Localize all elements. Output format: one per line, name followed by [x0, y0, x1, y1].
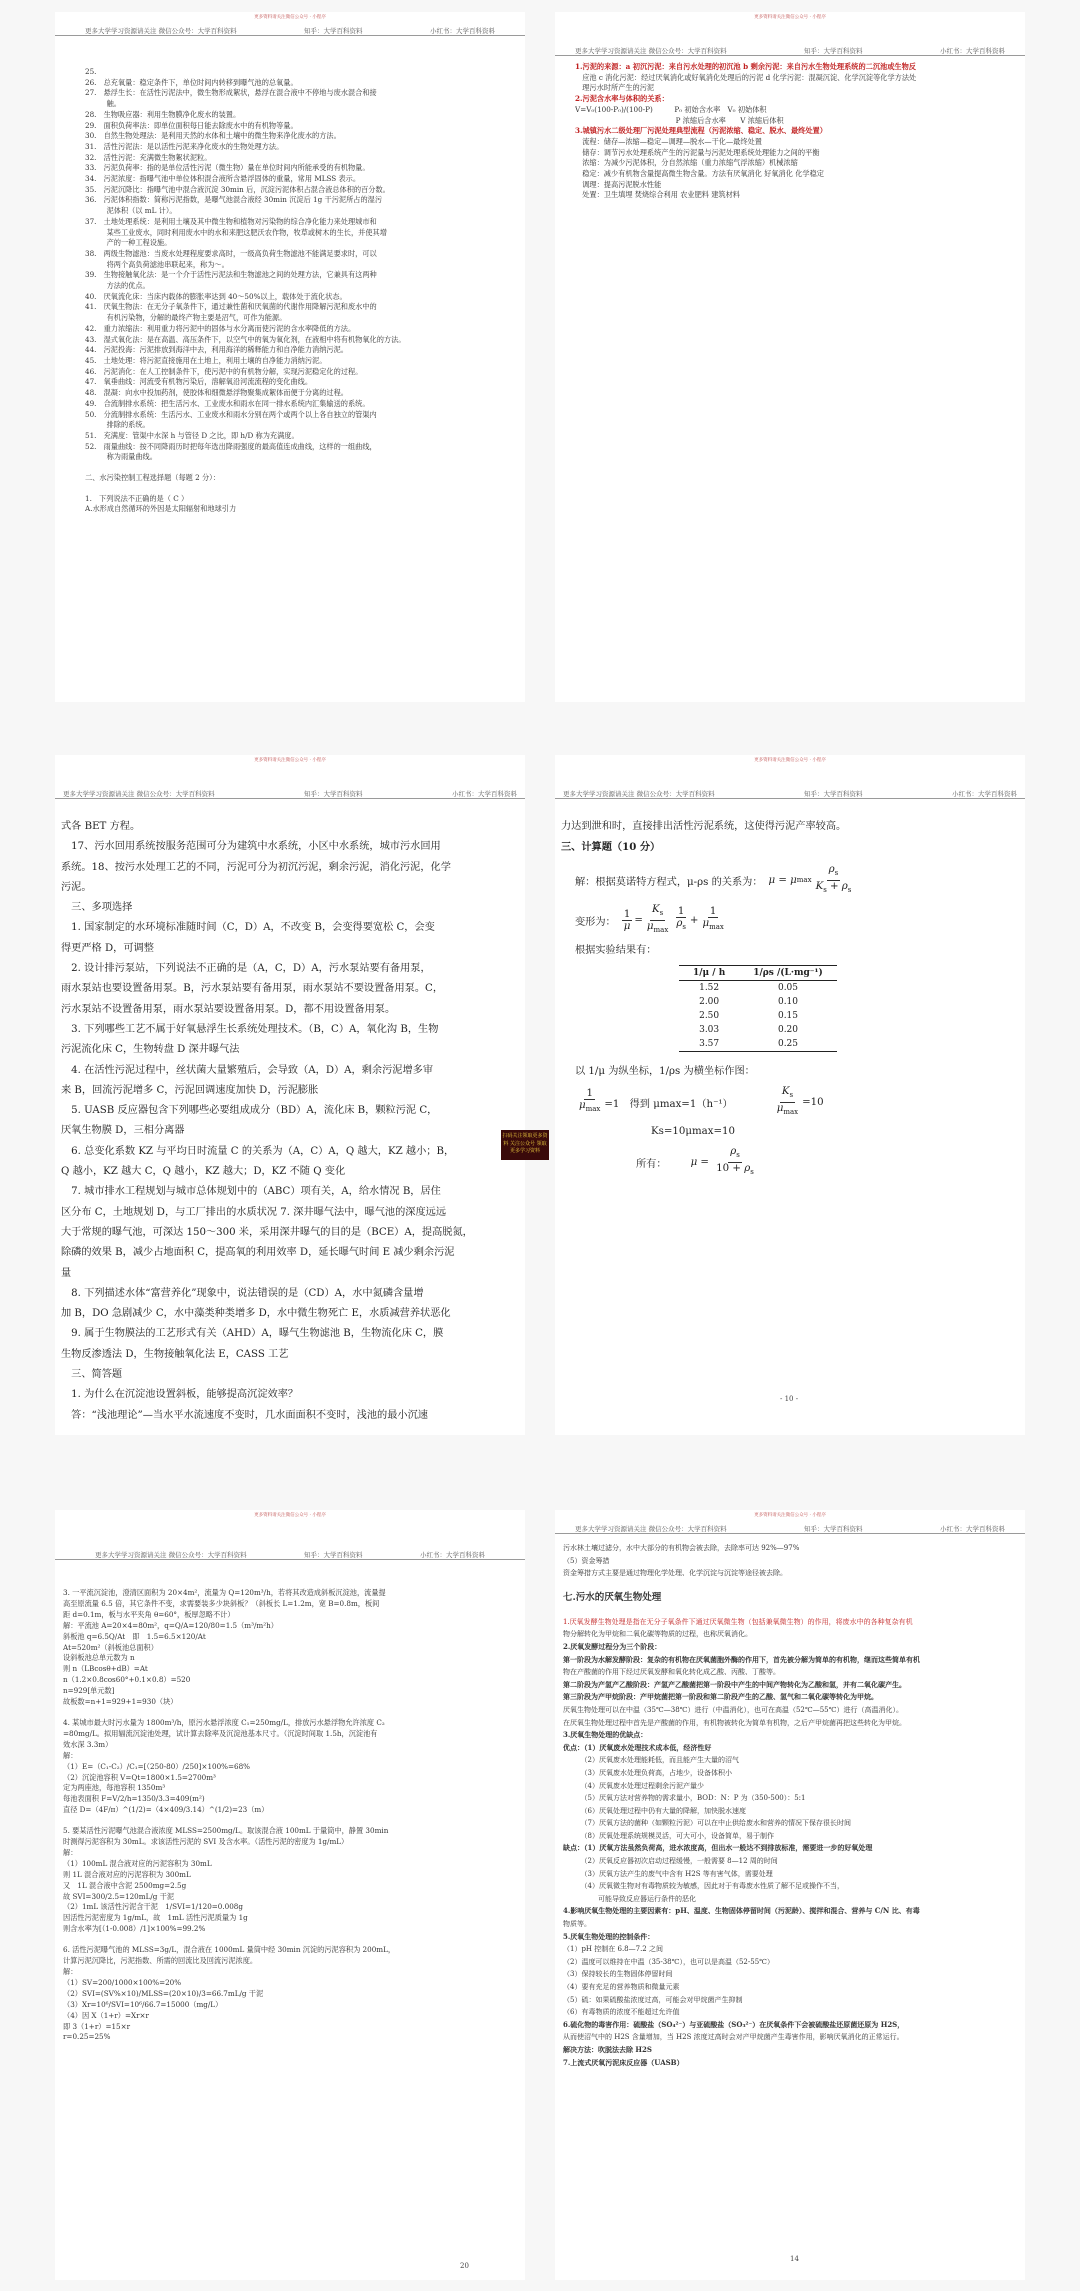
text-line: （5）厌氧方法对营养物的需求量小，BOD：N：P 为（350-500）：5:1: [563, 1794, 806, 1803]
page-calc-problems: [55, 1510, 525, 2280]
page-watermark: 更多资料请关注微信公众号 · 小程序: [254, 1513, 326, 1518]
header-right: 小红书：大学百科资料: [939, 47, 1005, 55]
text-line: 距 d=0.1m，板与水平夹角 θ=60°，板厚忽略不计）: [63, 1609, 235, 1619]
text-line: 泥体积（以 mL 计）。: [85, 206, 177, 216]
text-line: 时测得污泥容积为 30mL。求该活性污泥的 SVI 及含水率。（活性污泥的密度为 1g/mL）: [63, 1837, 349, 1847]
text-line: 26. 总充氧量：稳定条件下，单位时间内转移到曝气池的总氧量。: [85, 77, 298, 87]
text-line: 33. 污泥负荷率：指的是单位活性污泥（微生物）量在单位时间内所能承受的有机物量。: [85, 163, 370, 173]
page-header: [55, 789, 525, 799]
text-line: 42. 重力浓缩法：利用重力将污泥中的固体与水分离而使污泥的含水率降低的方法。: [85, 323, 356, 333]
text-line: n=929[单元数]: [63, 1686, 115, 1696]
header-mid: 知乎：大学百科资料: [304, 1551, 363, 1559]
table-row: [679, 1023, 837, 1037]
text-line: 厌氧生物膜 D，三相分离器: [61, 1125, 185, 1137]
text-line: 46. 污泥消化：在人工控制条件下，使污泥中的有机物分解，实现污泥稳定化的过程。: [85, 366, 363, 376]
header-right: 小红书：大学百科资料: [451, 790, 517, 798]
text-line: 调理：提高污泥脱水性能: [575, 179, 662, 189]
text-line: 高至原流量 6.5 倍，其它条件不变，求需要装多少块斜板？（斜板长 L=1.2m，宽 B=0.8m，板间: [63, 1598, 380, 1608]
text-line: 8. 下列描述水体“富营养化”现象中，说法错误的是（CD）A，水中氮磷含量增: [61, 1287, 424, 1299]
text-line: A.水形成自然循环的外因是太阳辐射和地球引力: [85, 504, 237, 514]
text-line: 3. 下列哪些工艺不属于好氧悬浮生长系统处理技术。（B，C）A，氧化沟 B，生物: [61, 1023, 439, 1035]
text-line: 解：: [63, 1847, 78, 1857]
text-line: 1. 国家制定的水环境标准随时间（C，D）A，不改变 B，会变得要宽松 C，会变: [61, 922, 435, 934]
text-line: P 浓缩后含水率 V 浓缩后体积: [575, 115, 784, 125]
table-row: [679, 995, 837, 1009]
text-line: （3）保持较长的生物固体停留时间: [563, 1970, 673, 1979]
header-right: 小红书：大学百科资料: [951, 790, 1017, 798]
text-line: 产的一种工程设施。: [85, 238, 172, 248]
header-mid: 知乎：大学百科资料: [804, 1525, 863, 1533]
text-line: 5.厌氧生物处理的控制条件：: [563, 1931, 655, 1941]
text-line: （1）SV=200/1000×100%=20%: [63, 1977, 182, 1987]
text-line: 直径 D=（4F/π）^(1/2)=（4×409/3.14）^(1/2)=23（m）: [63, 1805, 269, 1815]
text-line: 答：“浅池理论”—当水平水流速度不变时，几水面面积不变时，浅池的最小沉速: [61, 1409, 428, 1421]
text-line: 有机污染物，分解的最终产物主要是沼气，可作为能源。: [85, 313, 287, 323]
text-line: [63, 1708, 518, 1718]
text-line: （4）因 X（1+r）=Xr×r: [63, 2010, 149, 2020]
text-line: 1. 为什么在沉淀池设置斜板，能够提高沉淀效率？: [61, 1389, 299, 1401]
text-line: 32. 活性污泥：充满微生物絮状泥粒。: [85, 152, 212, 162]
text-line: 45. 土地处理：将污泥直接施用在土地上，利用土壤的自净能力消纳污泥。: [85, 355, 327, 365]
page-calculation: [555, 755, 1025, 1435]
table-cell: 3.03: [699, 1025, 720, 1035]
text-line: 雨水泵站也要设置备用泵。B，污水泵站要有备用泵，雨水泵站不要设置备用泵。C，: [61, 983, 444, 995]
text-line: 25.: [85, 67, 97, 76]
text-line: 量: [61, 1267, 72, 1279]
table-cell: 0.10: [777, 997, 799, 1007]
text-line: （5）硫：如果硫酸盐浓度过高，可能会对甲烷菌产生抑制: [563, 1995, 743, 2004]
text-line: [85, 484, 505, 494]
page-header: [555, 1524, 1025, 1534]
page-header: [55, 1550, 525, 1560]
text-line: （6）厌氧处理过程中仍有大量的降解，加快脱水速度: [563, 1806, 746, 1815]
text-line: [85, 463, 505, 473]
text-line: 17、污水回用系统按服务范围可分为建筑中水系统，小区中水系统，城市污水回用: [61, 841, 441, 853]
text-line: 可能导致反应器运行条件的恶化: [563, 1894, 696, 1903]
text-line: 34. 污泥浓度：指曝气池中单位体积混合液所含悬浮固体的重量，常用 MLSS 表示。: [85, 174, 361, 184]
text-line: 来 B，回流污泥增多 C，污泥回调速度加快 D，污泥膨胀: [61, 1084, 319, 1096]
table-cell: 0.15: [777, 1011, 799, 1021]
text-line: 第二阶段为产氢产乙酸阶段：产氢产乙酸菌把第一阶段中产生的中间产物转化为乙酸和氢，并有二氧化碳产生。: [563, 1679, 906, 1689]
text-line: 物在产酸菌的作用下经过厌氧发酵和氧化转化成乙酸、丙酸、丁酸等。: [563, 1668, 780, 1677]
text-line: （4）要有充足的营养物质和微量元素: [563, 1983, 680, 1991]
text-line: 污水林土壤过滤分，水中大部分的有机物会被去除，去除率可达 92%—97%: [563, 1544, 800, 1552]
text-line: 应池 c 消化污泥：经过厌氧消化或好氧消化处理后的污泥 d 化学污泥：混凝沉淀、化学沉淀等化学方法处: [575, 72, 917, 82]
text-line: 解决方法：吹脱法去除 H2S: [563, 2044, 652, 2054]
header-mid: 知乎：大学百科资料: [804, 47, 863, 55]
text-line: 52. 雨量曲线：按不同降雨历时把每年选出降雨强度的最高值连成曲线，这样的一组曲线，: [85, 441, 377, 451]
text-line: 排除的系统。: [85, 420, 150, 430]
text-line: 7. 城市排水工程规划与城市总体规划中的（ABC）项有关，A，给水情况 B，居住: [61, 1186, 441, 1198]
header-mid: 知乎：大学百科资料: [804, 790, 863, 798]
text-line: 则 1L 混合液对应的污泥容积为 300mL: [63, 1869, 191, 1879]
header-right: 小红书：大学百科资料: [429, 27, 495, 35]
page-header: [55, 26, 525, 36]
header-right: 小红书：大学百科资料: [419, 1551, 485, 1559]
text-line: 4.影响厌氧生物处理的主要因素有：pH、温度、生物固体停留时间（污泥龄）、搅拌和混合、营养与 C/N 比、有毒: [563, 1906, 920, 1916]
text-line: 生物反渗透法 D，生物接触氧化法 E，CASS 工艺: [61, 1348, 289, 1360]
text-line: 31. 活性污泥法：是以活性污泥来净化废水的生物处理方法。: [85, 141, 284, 151]
text-line: 将两个高负荷滤池串联起来，称为～。: [85, 259, 229, 269]
text-line: （2）厌氧废水处理能耗低，而且能产生大量的沼气: [563, 1756, 739, 1765]
text-line: （1）E=（C₁-C₂）/C₁=[（250-80）/250]×100%=68%: [63, 1761, 250, 1771]
text-line: =80mg/L。拟用辐流沉淀池处理，试计算去除率及沉淀池基本尺寸。（沉淀时间取 1.5h，沉淀池有: [63, 1728, 378, 1738]
text-line: 6.硫化物的毒害作用：硫酸盐（SO₄²⁻）与亚硫酸盐（SO₃²⁻）在厌氧条件下会被硫酸盐还原菌还原为 H2S，: [563, 2019, 905, 2029]
text-line: （6）有毒物质的浓度不能超过允许值: [563, 2008, 680, 2017]
text-line: 得更严格 D，可调整: [61, 942, 154, 954]
table-header: 1/ρs /(L·mg⁻¹): [753, 968, 823, 978]
text-line: 污泥。: [61, 881, 92, 893]
monod-equation: μ = μ max $\frac{\rho_s}{K_s + \rho_s}$: [768, 864, 852, 894]
table-cell: 2.00: [699, 997, 720, 1007]
table-row: [679, 1009, 837, 1023]
text-line: 污泥流化床 C，生物转盘 D 深井曝气法: [61, 1044, 240, 1056]
text-line: 处置：卫生填埋 焚烧综合利用 农业肥料 建筑材料: [575, 190, 740, 200]
text-line: 厌氧生物处理可以在中温（35℃—38℃）进行（中温消化），也可在高温（52℃—55℃）进行（高温消化）。: [563, 1705, 903, 1714]
table-cell: 3.57: [699, 1039, 720, 1049]
table-row: [679, 981, 837, 996]
page-sludge: [555, 12, 1025, 702]
text-line: 故 SVI=300/2.5=120mL/g 干泥: [63, 1891, 175, 1901]
text-line: 故板数=n+1=929+1=930（块）: [63, 1697, 178, 1707]
text-line: 七.污水的厌氧生物处理: [563, 1591, 662, 1603]
text-line: （2）1mL 该活性污泥含干泥 1/SVI=1/120=0.008g: [63, 1902, 243, 1912]
text-line: （4）厌氧微生物对有毒物质较为敏感，因此对于有毒废水性质了解不足或操作不当，: [563, 1882, 844, 1891]
page-watermark: 更多资料请关注微信公众号 · 小程序: [754, 15, 826, 20]
page-anaerobic: [555, 1510, 1025, 2280]
table-header: 1/μ / h: [693, 968, 726, 978]
text-line: （3）Xr=10⁶/SVI=10⁶/66.7=15000（mg/L）: [63, 1999, 223, 2009]
text-line: 6. 总变化系数 KZ 与平均日时流量 C 的关系为（A，C）A，Q 越大，KZ 越小；B，: [61, 1145, 455, 1157]
header-left: 更多大学学习资源请关注 微信公众号：大学百科资料: [575, 1525, 727, 1533]
text-line: （2）SVI=(SV%×10)/MLSS=(20×10)/3=66.7mL/g 干泥: [63, 1988, 264, 1998]
ks-value: Ks=10μmax=10: [651, 1126, 735, 1137]
text-line: Q 越小，KZ 越大 C，Q 越小，KZ 越大；D，KZ 不随 Q 变化: [61, 1166, 346, 1178]
page-watermark: 更多资料请关注微信公众号 · 小程序: [754, 758, 826, 763]
text-line: 物质等。: [563, 1920, 591, 1929]
text-line: 计算污泥沉降比，污泥指数、所需的回流比及回流污泥浓度。: [63, 1956, 258, 1966]
text-line: 因活性污泥密度为 1g/mL，故 1mL 活性污泥质量为 1g: [63, 1913, 248, 1923]
page-body: [85, 67, 505, 515]
text-line: r=0.25=25%: [63, 2032, 111, 2042]
text-line: 37. 土地处理系统：是利用土壤及其中微生物和植物对污染物的综合净化能力来处理城市和: [85, 216, 377, 226]
text-line: 某些工业废水，同时利用废水中的水和来肥这肥沃农作物，牧草或树木的生长，并使其增: [85, 227, 387, 237]
text-line: 资金筹措方式主要是通过物理化学处理、化学沉淀与沉淀等途径被去除。: [563, 1569, 787, 1578]
text-line: 35. 污泥沉降比：指曝气池中混合液沉淀 30min 后，沉淀污泥体积占混合液总体积的百分数。: [85, 184, 390, 194]
text-line: 48. 混凝：向水中投加药剂，使胶体和细微悬浮物聚集成絮体而便于分离的过程。: [85, 388, 348, 398]
text-line: 称为雨量曲线。: [85, 452, 157, 462]
header-left: 更多大学学习资源请关注 微信公众号：大学百科资料: [575, 47, 727, 55]
text-line: [563, 1606, 1018, 1616]
page-number: 14: [790, 2255, 799, 2263]
text-line: 2.厌氧发酵过程分为三个阶段：: [563, 1641, 662, 1651]
text-line: 47. 氧垂曲线：河流受有机物污染后，溶解氧沿河流流程的变化曲线。: [85, 377, 313, 387]
text-line: 在厌氧生物处理过程中首先是产酸菌的作用，有机物被转化为简单有机物，之后产甲烷菌再把这些转化为甲烷。: [563, 1718, 906, 1727]
text-line: 2. 设计排污泵站，下列说法不正确的是（A，C，D）A，污水泵站要有备用泵，: [61, 963, 431, 975]
page-body: [63, 1588, 518, 2043]
text-line: 49. 合流制排水系统：把生活污水、工业废水和雨水在同一排水系统内汇集输送的系统。: [85, 398, 370, 408]
text-line: [563, 1580, 1018, 1590]
text-line: （2）沉淀池容积 V=Qt=1800×1.5=2700m³: [63, 1772, 216, 1782]
page-watermark: 更多资料请关注微信公众号 · 小程序: [254, 15, 326, 20]
text-line: 6. 活性污泥曝气池的 MLSS=3g/L，混合液在 1000mL 量筒中经 30min 沉淀的污泥容积为 200mL，: [63, 1945, 396, 1955]
text-line: 从而使沼气中的 H2S 含量增加，当 H2S 浓度过高时会对产甲烷菌产生毒害作用，影响厌氧消化的正常运行。: [563, 2033, 904, 2042]
text-line: 则含水率为[（1-0.008）/1]×100%=99.2%: [63, 1924, 206, 1934]
text-line: 44. 污泥投海：污泥排放到海洋中去，利用海洋的稀释能力和自净能力消纳污泥。: [85, 345, 348, 355]
text-line: （1）100mL 混合液对应的污泥容积为 30mL: [63, 1858, 212, 1868]
text-line: （7）厌氧方法的菌种（如颗粒污泥）可以在中止供给废水和营养的情况下保存很长时间: [563, 1819, 851, 1828]
page-watermark: 更多资料请关注微信公众号 · 小程序: [754, 1513, 826, 1518]
lineweaver-equation: $\frac{1}{\mu}$ = $\frac{K_s}{\mu_{max}}$ $\frac{1}{\rho_s}$ + $\frac{1}{\mu_{max}}$: [623, 904, 724, 934]
text-line: 4. 在活性污泥过程中，丝状菌大量繁殖后，会导致（A，D）A，剩余污泥增多审: [61, 1064, 434, 1076]
text-line: 三、多项选择: [61, 902, 133, 914]
text-line: 方法的优点。: [85, 281, 150, 291]
transform-text: 变形为：: [575, 916, 616, 928]
page-glossary: [55, 12, 525, 702]
text-line: 浓缩：为减少污泥体积，分自然浓缩（重力浓缩气浮浓缩）机械浓缩: [575, 158, 798, 168]
text-line: 二、水污染控制工程选择题（每题 2 分）：: [85, 473, 220, 483]
text-line: [63, 1816, 518, 1826]
header-mid: 知乎：大学百科资料: [304, 27, 363, 35]
table-cell: 0.05: [777, 983, 799, 993]
text-line: 9. 属于生物膜法的工艺形式有关（AHD）A，曝气生物滤池 B，生物流化床 C，膜: [61, 1328, 444, 1340]
text-line: （2）厌氧反应器初次启动过程缓慢，一般需要 8—12 周的时间: [563, 1857, 778, 1866]
section-title: 三、计算题（10 分）: [561, 841, 661, 853]
text-line: （3）厌氧废水处理负荷高，占地少，设备体积小: [563, 1768, 732, 1777]
text-line: 28. 生物吸应器：利用生物膜净化废水的装置。: [85, 109, 241, 119]
page-number: 20: [460, 2262, 469, 2270]
text-line: 2.污泥含水率与体积的关系：: [575, 94, 669, 104]
text-line: 解：平流池 A=20×4=80m²，q=Q/A=120/80=1.5（m³/m²h）: [63, 1620, 278, 1630]
text-line: 储存：调节污水处理系统产生的污泥量与污泥处理系统处理能力之间的平衡: [575, 147, 820, 157]
text-line: 29. 面积负荷率法：即单位面积每日能去除废水中的有机物等量。: [85, 120, 298, 130]
text-line: 解：: [63, 1750, 78, 1760]
text-line: 43. 湿式氧化法：是在高温、高压条件下，以空气中的氧为氧化剂，在液相中将有机物氧化的方法。: [85, 334, 406, 344]
text-line: 36. 污泥体积指数：简称污泥指数，是曝气池混合液经 30min 沉淀后 1g 干污泥所占的湿污: [85, 195, 383, 205]
text-line: [63, 1935, 518, 1945]
text-line: 理污水时所产生的污泥: [575, 83, 655, 93]
result-ks-ratio: =10: [802, 1096, 824, 1108]
text-line: V=V₀(100-P₀)/(100-P) P₀ 初始含水率 V₀ 初始体积: [575, 104, 767, 114]
text-line: 区分布 C，土地规划 D，与工厂排出的水质状况 7. 深井曝气法中，曝气池的深度远远: [61, 1206, 447, 1218]
table-cell: 0.25: [777, 1039, 799, 1049]
header-left: 更多大学学习资源请关注 微信公众号：大学百科资料: [63, 790, 215, 798]
text-line: 则 n（LBcosθ+dB）=At: [63, 1664, 148, 1674]
text-line: 稳定：减少有机物含量提高微生物含量。方法有厌氧消化 好氧消化 化学稳定: [575, 169, 824, 179]
header-left: 更多大学学习资源请关注 微信公众号：大学百科资料: [563, 790, 715, 798]
text-line: 3.厌氧生物处理的优缺点：: [563, 1730, 648, 1740]
text-line: 缺点：（1）厌氧方法虽然负荷高，进水浓度高，但出水一般达不到排放标准，需要进一步的好氧处理: [563, 1843, 873, 1853]
header-mid: 知乎：大学百科资料: [304, 790, 363, 798]
text-line: 斜板池 q=6.5Q/At 即 1.5=6.5×120/At: [63, 1631, 206, 1641]
text-line: 三、简答题: [61, 1369, 123, 1381]
text-line: 4. 某城市最大时污水量为 1800m³/h，原污水悬浮浓度 C₁=250mg/L，排放污水悬浮物允许浓度 C₂: [63, 1717, 385, 1727]
text-line: 5. UASB 反应器包含下列哪些必要组成成分（BD）A，流化床 B，颗粒污泥 C，: [61, 1105, 438, 1117]
therefore-text: 所有：: [636, 1158, 667, 1170]
text-line: （1）pH 控制在 6.8—7.2 之间: [563, 1945, 663, 1954]
solve-text: 解：根据莫诺特方程式，μ-ρs 的关系为：: [575, 876, 763, 888]
text-line: 39. 生物接触氧化法：是一个介于活性污泥法和生物滤池之间的处理方法，它兼具有这两种: [85, 270, 377, 280]
text-line: 第一阶段为水解发酵阶段：复杂的有机物在厌氧菌胞外酶的作用下，首先被分解为简单的有机物，继而这些简单有机: [563, 1654, 920, 1664]
text-line: 优点：（1）厌氧废水处理技术成本低，经济性好: [563, 1742, 712, 1752]
text-line: 每池表面积 F=V/2/h=1350/3.3=409(m²): [63, 1794, 205, 1804]
text-line: 加 B，DO 急剧减少 C，水中藻类种类增多 D，水中微生物死亡 E，水质减营养状恶化: [61, 1308, 451, 1320]
text-line: （5）资金筹措: [563, 1556, 610, 1565]
ks-over-mumax: $\frac{K_s}{\mu_{max}}$: [776, 1086, 799, 1116]
header-left: 更多大学学习资源请关注 微信公众号：大学百科资料: [95, 1551, 247, 1559]
result-mumax: =1 得到 μmax=1（h⁻¹）: [604, 1098, 733, 1110]
text-line: 3.城镇污水二级处理厂污泥处理典型流程（污泥浓缩、稳定、脱水、最终处置）: [575, 126, 827, 136]
page-body: [563, 1542, 1018, 2069]
text-line: 第三阶段为产甲烷阶段：产甲烷菌把第一阶段和第二阶段产生的乙酸、氢气和二氧化碳等转化为甲烷。: [563, 1692, 878, 1702]
text-line: （8）厌氧处理系统规模灵活，可大可小，设备简单，易于制作: [563, 1831, 774, 1840]
plot-text: 以 1/μ 为纵坐标，1/ρs 为横坐标作图：: [575, 1066, 755, 1077]
page-header: [555, 789, 1025, 799]
text-line: 3. 一平流沉淀池，澄清区面积为 20×4m²，流量为 Q=120m³/h，若将其改造成斜板沉淀池，流量提: [63, 1588, 386, 1597]
text-line: 5. 要某活性污泥曝气池混合液浓度 MLSS=2500mg/L。取该混合液 100mL 于量筒中，静置 30min: [63, 1826, 389, 1836]
text-line: 即 3（1+r）=15×r: [63, 2021, 131, 2031]
table-cell: 2.50: [699, 1011, 720, 1021]
text-line: 又 1L 混合液中含泥 2500mg=2.5g: [63, 1880, 187, 1890]
table-row: [679, 1037, 837, 1052]
table-cell: 1.52: [699, 983, 720, 993]
page-number: - 10 -: [780, 1395, 799, 1403]
text-line: 式各 BET 方程。: [61, 821, 141, 832]
text-line: 1. 下列说法不正确的是（ C ）: [85, 493, 189, 503]
intro-line: 力达到泄和时，直接排出活性污泥系统，这使得污泥产率较高。: [561, 821, 847, 832]
text-line: At=520m²（斜板池总面积）: [63, 1642, 158, 1652]
text-line: 大于常规的曝气池，可深达 150～300 米，采用深井曝气的目的是（BCE）A，提高脱氮，: [61, 1226, 473, 1238]
text-line: 流程：储存—浓缩—稳定—调理—脱水—干化—最终处置: [575, 136, 762, 146]
final-equation: μ = $\frac{\rho_s}{10 + \rho_s}$: [690, 1146, 754, 1176]
page-watermark: 更多资料请关注微信公众号 · 小程序: [254, 758, 326, 763]
text-line: 系统。18、按污水处理工艺的不同，污泥可分为初沉污泥，剩余污泥，消化污泥，化学: [61, 861, 451, 873]
page-body: [575, 62, 1015, 201]
inv-mumax: $\frac{1}{\mu_{max}}$: [579, 1088, 601, 1114]
text-line: 7.上流式厌氧污泥床反应器（UASB）: [563, 2057, 684, 2067]
text-line: 触。: [85, 99, 121, 109]
promo-banner[interactable]: 扫码关注领取更多资料 关注公众号 领取更多学习资料: [501, 1130, 549, 1160]
text-line: 设斜板池总单元数为 n: [63, 1653, 135, 1663]
page-header: [555, 46, 1025, 56]
text-line: 38. 两级生物滤池：当废水处理程度要求高时，一级高负荷生物滤池不能满足要求时，可以: [85, 248, 377, 258]
text-line: 27. 悬浮生长：在活性污泥法中，微生物形成絮状，悬浮在混合液中不停地与废水混合和接: [85, 88, 377, 98]
data-label: 根据实验结果有：: [575, 945, 657, 956]
text-line: 30. 自然生物处理法：是利用天然的水体和土壤中的微生物来净化废水的方法。: [85, 131, 341, 141]
text-line: 定为两座池，每池容积 1350m³: [63, 1783, 166, 1793]
text-line: （2）温度可以维持在中温（35-38℃），也可以是高温（52-55℃）: [563, 1957, 774, 1966]
experiment-table: [679, 965, 837, 1052]
text-line: （3）厌氧方法产生的废气中含有 H2S 等有害气体，需要处理: [563, 1869, 773, 1878]
text-line: 51. 充满度：管渠中水深 h 与管径 D 之比，即 h/D 称为充满度。: [85, 430, 299, 440]
header-right: 小红书：大学百科资料: [939, 1525, 1005, 1533]
text-line: 污水泵站不设置备用泵，雨水泵站要设置备用泵。D，都不用设置备用泵。: [61, 1003, 396, 1015]
text-line: 1.厌氧发酵生物处理是指在无分子氧条件下通过厌氧微生物（包括兼氧微生物）的作用，将废水中的各种复杂有机: [563, 1617, 913, 1626]
text-line: 解：: [63, 1967, 78, 1976]
text-line: 除磷的效果 B，减少占地面积 C，提高氧的利用效率 D，延长曝气时间 E 减少剩余污泥: [61, 1247, 455, 1259]
page-body: [61, 817, 521, 1426]
text-line: n（1.2×0.8cos60°+0.1×0.8）=520: [63, 1675, 191, 1685]
text-line: 40. 厌氧流化床：当床内载体的膨胀率达到 40～50%以上，载体处于流化状态。: [85, 291, 347, 301]
page-multichoice: [55, 755, 525, 1435]
text-line: 效水深 3.3m）: [63, 1739, 113, 1749]
table-cell: 0.20: [777, 1025, 799, 1035]
text-line: 1.污泥的来源：a 初沉污泥：来自污水处理的初沉池 b 剩余污泥：来自污水生物处理系统的二沉池或生物反: [575, 62, 916, 71]
text-line: 物分解转化为甲烷和二氧化碳等物质的过程，也称厌氧消化。: [563, 1630, 752, 1639]
text-line: 50. 分流制排水系统：生活污水、工业废水和雨水分别在两个或两个以上各自独立的管渠内: [85, 409, 377, 419]
header-left: 更多大学学习资源请关注 微信公众号：大学百科资料: [85, 27, 237, 35]
text-line: （4）厌氧废水处理过程剩余污泥产量少: [563, 1781, 704, 1790]
text-line: 41. 厌氧生物法：在无分子氧条件下，通过兼性菌和厌氧菌的代谢作用降解污泥和废水中的: [85, 302, 377, 312]
